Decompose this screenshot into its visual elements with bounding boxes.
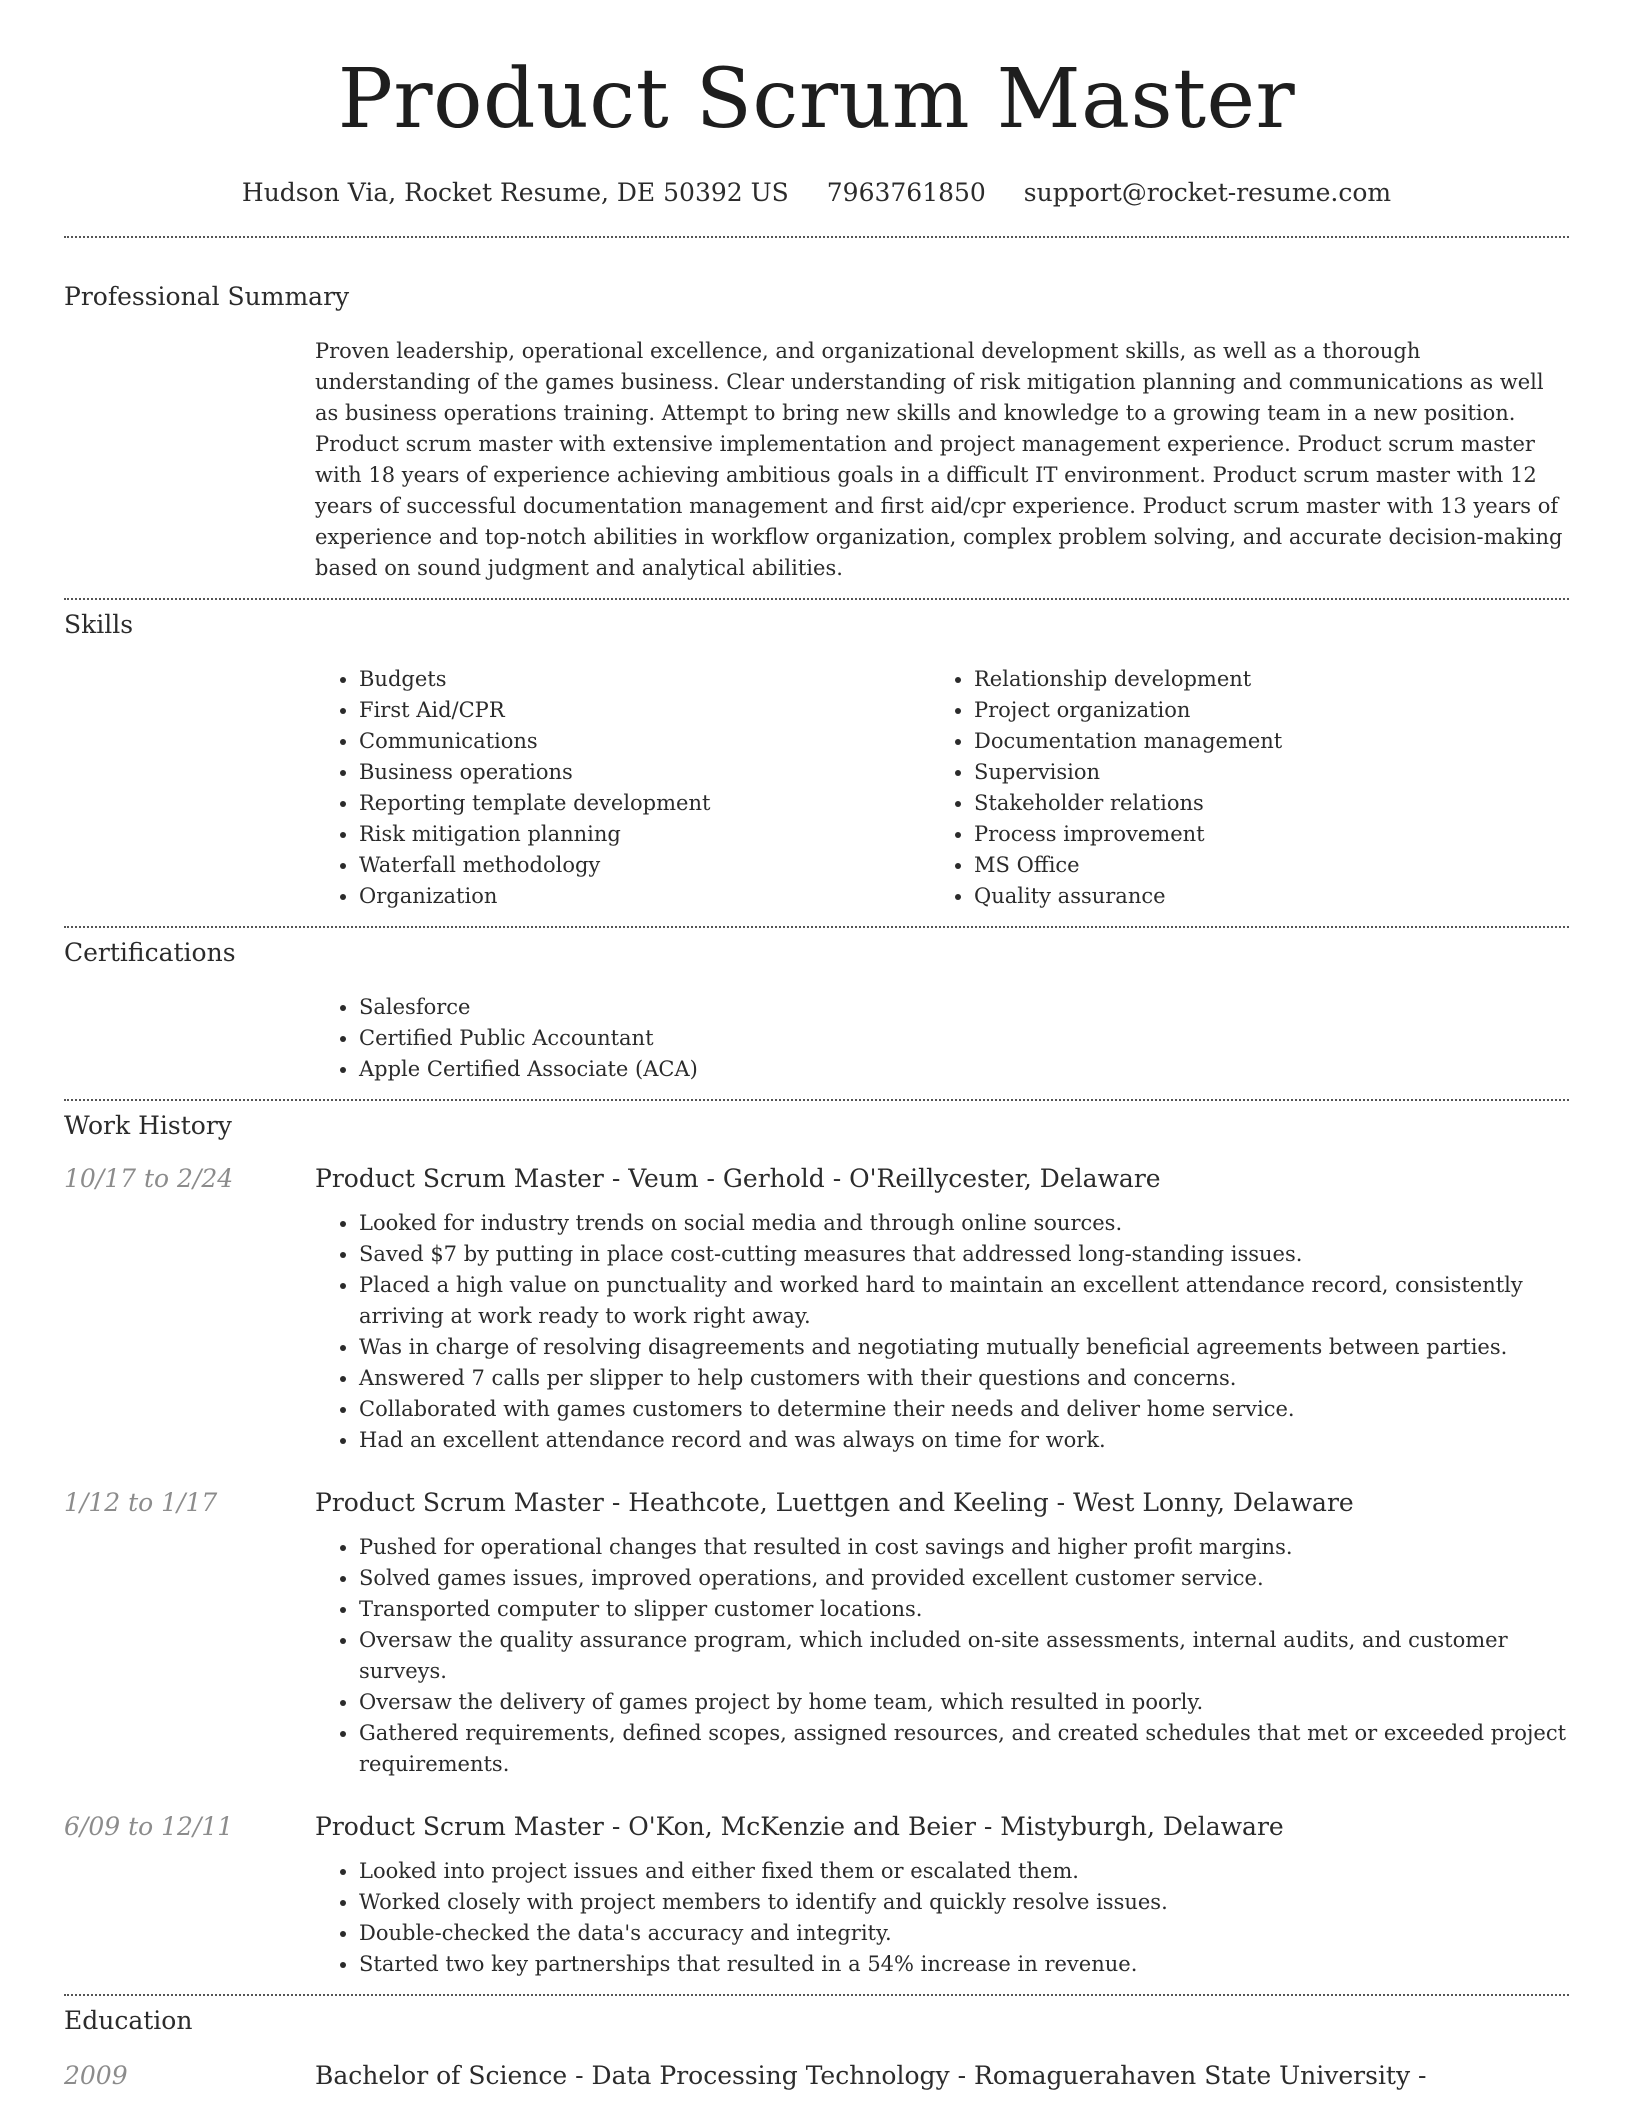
section-heading-skills: Skills xyxy=(64,610,134,639)
job-bullet: • Answered 7 calls per slipper to help customers with their questions and concerns. xyxy=(359,1363,1569,1394)
contact-email: support@rocket-resume.com xyxy=(1023,178,1392,207)
candidate-name: Product Scrum Master xyxy=(337,52,1296,147)
skill-item: • Reporting template development xyxy=(359,788,930,819)
skill-item: • Risk mitigation planning xyxy=(359,819,930,850)
job-title: Product Scrum Master - Heathcote, Luettgen and Keeling - West Lonny, Delaware xyxy=(315,1488,1354,1517)
summary-section xyxy=(64,238,1569,584)
education-entry xyxy=(64,2059,1569,2093)
skill-item: • Organization xyxy=(359,881,930,912)
skills-column-left xyxy=(315,664,930,912)
job-bullet: • Had an excellent attendance record and was always on time for work. xyxy=(359,1425,1569,1456)
job-bullet: • Looked into project issues and either fixed them or escalated them. xyxy=(359,1856,1569,1887)
section-heading-summary: Professional Summary xyxy=(64,282,350,311)
skills-section xyxy=(64,600,1569,912)
skill-item: • Quality assurance xyxy=(974,881,1545,912)
certification-item: • Salesforce xyxy=(359,992,1569,1023)
skills-columns xyxy=(315,664,1569,912)
education-section xyxy=(64,1996,1569,2093)
job-bullet: • Placed a high value on punctuality and worked hard to maintain an excellent attendance record, consistently arriving at work ready to work right away. xyxy=(359,1270,1569,1332)
job-bullet: • Transported computer to slipper customer locations. xyxy=(359,1594,1569,1625)
job-bullet: • Solved games issues, improved operations, and provided excellent customer service. xyxy=(359,1563,1569,1594)
job-bullet: • Saved $7 by putting in place cost-cutting measures that addressed long-standing issues. xyxy=(359,1239,1569,1270)
work-history-section xyxy=(64,1101,1569,1980)
summary-content xyxy=(315,336,1569,584)
job-dates: 6/09 to 12/11 xyxy=(64,1812,234,1841)
section-heading-education: Education xyxy=(64,2006,193,2035)
education-year: 2009 xyxy=(64,2061,128,2090)
section-heading-certifications: Certifications xyxy=(64,938,236,967)
contact-address: Hudson Via, Rocket Resume, DE 50392 US xyxy=(241,178,789,207)
skill-item: • Supervision xyxy=(974,757,1545,788)
job-entry xyxy=(64,1810,1569,1980)
job-bullets xyxy=(315,1856,1569,1980)
skill-item: • Communications xyxy=(359,726,930,757)
job-bullet: • Oversaw the quality assurance program, which included on-site assessments, internal audits, and customer surveys. xyxy=(359,1625,1569,1687)
job-title: Product Scrum Master - O'Kon, McKenzie and Beier - Mistyburgh, Delaware xyxy=(315,1812,1284,1841)
contact-line xyxy=(64,176,1569,210)
certifications-content xyxy=(315,992,1569,1085)
skill-item: • Process improvement xyxy=(974,819,1545,850)
certification-item: • Apple Certified Associate (ACA) xyxy=(359,1054,1569,1085)
job-entry xyxy=(64,1486,1569,1780)
certifications-section xyxy=(64,928,1569,1085)
skill-item: • Stakeholder relations xyxy=(974,788,1545,819)
skill-item: • Business operations xyxy=(359,757,930,788)
job-bullet: • Oversaw the delivery of games project by home team, which resulted in poorly. xyxy=(359,1687,1569,1718)
skill-item: • First Aid/CPR xyxy=(359,695,930,726)
resume-header xyxy=(64,0,1569,210)
job-bullets xyxy=(315,1208,1569,1456)
resume-page xyxy=(64,0,1569,2093)
job-dates: 1/12 to 1/17 xyxy=(64,1488,218,1517)
skill-item: • Documentation management xyxy=(974,726,1545,757)
job-bullet: • Started two key partnerships that resulted in a 54% increase in revenue. xyxy=(359,1949,1569,1980)
job-bullets xyxy=(315,1532,1569,1780)
skill-item: • Budgets xyxy=(359,664,930,695)
skill-item: • Waterfall methodology xyxy=(359,850,930,881)
job-bullet: • Looked for industry trends on social media and through online sources. xyxy=(359,1208,1569,1239)
job-title: Product Scrum Master - Veum - Gerhold - O'Reillycester, Delaware xyxy=(315,1164,1161,1193)
job-bullet: • Collaborated with games customers to determine their needs and deliver home service. xyxy=(359,1394,1569,1425)
summary-text: Proven leadership, operational excellence, and organizational development skills, as well as a thorough understanding of the games business. Clear understanding of risk mitigation planning and communications as well as business operations training. Attempt to bring new skills and knowledge to a growing team in a new position. Product scrum master with extensive implementation and project management experience. Product scrum master with 18 years of experience achieving ambitious goals in a difficult IT environment. Product scrum master with 12 years of successful documentation management and first aid/cpr experience. Product scrum master with 13 years of experience and top-notch abilities in workflow organization, complex problem solving, and accurate decision-making based on sound judgment and analytical abilities. xyxy=(315,339,1563,580)
skill-item: • Project organization xyxy=(974,695,1545,726)
job-dates: 10/17 to 2/24 xyxy=(64,1164,234,1193)
certification-item: • Certified Public Accountant xyxy=(359,1023,1569,1054)
contact-phone: 7963761850 xyxy=(826,178,986,207)
education-title: Bachelor of Science - Data Processing Technology - Romaguerahaven State University - xyxy=(315,2061,1427,2090)
job-bullet: • Was in charge of resolving disagreements and negotiating mutually beneficial agreements between parties. xyxy=(359,1332,1569,1363)
job-bullet: • Double-checked the data's accuracy and integrity. xyxy=(359,1918,1569,1949)
job-entry xyxy=(64,1162,1569,1456)
skill-item: • MS Office xyxy=(974,850,1545,881)
skill-item: • Relationship development xyxy=(974,664,1545,695)
skills-column-right xyxy=(930,664,1545,912)
job-bullet: • Gathered requirements, defined scopes, assigned resources, and created schedules that met or exceeded project requirements. xyxy=(359,1718,1569,1780)
job-bullet: • Worked closely with project members to identify and quickly resolve issues. xyxy=(359,1887,1569,1918)
section-heading-work-history: Work History xyxy=(64,1111,232,1140)
job-bullet: • Pushed for operational changes that resulted in cost savings and higher profit margins. xyxy=(359,1532,1569,1563)
